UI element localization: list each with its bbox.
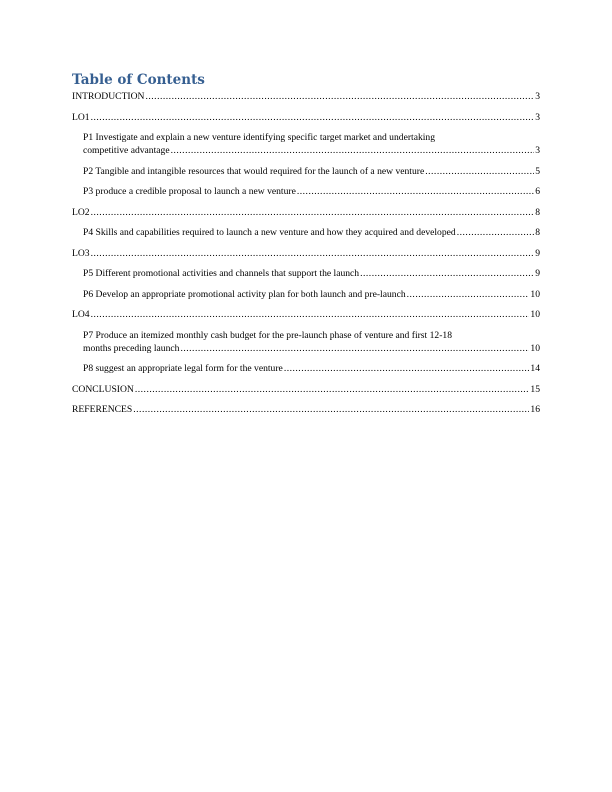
toc-entry-p3[interactable] xyxy=(72,185,540,198)
toc-page-number: 9 xyxy=(535,268,540,279)
toc-entry-text: CONCLUSION xyxy=(72,383,134,395)
dot-leader xyxy=(133,403,529,416)
dot-leader xyxy=(91,111,535,124)
toc-entry-p2[interactable] xyxy=(72,165,540,178)
dot-leader xyxy=(297,185,534,198)
toc-entry-p6[interactable] xyxy=(72,288,540,301)
toc-page-number: 10 xyxy=(530,288,540,300)
toc-page-number: 10 xyxy=(530,309,540,320)
toc-entry-text: LO1 xyxy=(72,111,90,123)
toc-entry-text: LO3 xyxy=(72,247,90,259)
toc-entry-p1[interactable] xyxy=(72,131,540,157)
toc-entry-references[interactable] xyxy=(72,403,540,416)
toc-entry-conclusion[interactable] xyxy=(72,383,540,396)
toc-entry-text: P4 Skills and capabilities required to launch a new venture and how they acquired and developed xyxy=(83,227,456,238)
toc-page-number: 15 xyxy=(530,383,540,395)
toc-page-number: 10 xyxy=(530,342,540,354)
toc-entry-lo2[interactable] xyxy=(72,206,540,219)
toc-entry-text: months preceding launch xyxy=(83,342,180,354)
dot-leader xyxy=(284,362,530,375)
dot-leader xyxy=(135,383,530,396)
toc-entry-text: P3 produce a credible proposal to launch a new venture xyxy=(83,186,296,197)
toc-entry-text-line1: P1 Investigate and explain a new venture identifying specific target market and undertaking xyxy=(83,132,436,143)
toc-entry-p5[interactable] xyxy=(72,267,540,280)
dot-leader xyxy=(457,226,534,239)
toc-title: Table of Contents xyxy=(72,72,205,88)
toc-entry-text: LO2 xyxy=(72,206,90,218)
toc-entry-text: P6 Develop an appropriate promotional activity plan for both launch and pre-launch xyxy=(83,288,406,300)
toc-entry-lo4[interactable] xyxy=(72,308,540,321)
toc-list xyxy=(72,90,540,424)
toc-page-number: 5 xyxy=(535,165,540,177)
dot-leader xyxy=(91,206,535,219)
toc-entry-p8[interactable] xyxy=(72,362,540,375)
toc-page-number: 9 xyxy=(535,247,540,259)
toc-entry-text: P2 Tangible and intangible resources that would required for the launch of a new venture xyxy=(83,165,425,177)
toc-entry-text-line1: P7 Produce an itemized monthly cash budget for the pre-launch phase of venture and first 12-18 xyxy=(83,329,452,341)
dot-leader xyxy=(171,144,535,157)
toc-entry-text: P8 suggest an appropriate legal form for the venture xyxy=(83,363,283,374)
dot-leader xyxy=(360,267,534,280)
toc-entry-text: P5 Different promotional activities and channels that support the launch xyxy=(83,268,360,279)
toc-entry-text: competitive advantage xyxy=(83,145,170,156)
toc-page-number: 3 xyxy=(535,111,540,123)
toc-page-number: 6 xyxy=(535,186,540,197)
toc-entry-text: INTRODUCTION xyxy=(72,91,145,102)
toc-entry-lo1[interactable] xyxy=(72,111,540,124)
dot-leader xyxy=(180,342,529,355)
dot-leader xyxy=(425,165,534,178)
dot-leader xyxy=(145,90,534,103)
toc-page-number: 14 xyxy=(530,363,540,374)
toc-page-number: 3 xyxy=(535,145,540,156)
toc-entry-introduction[interactable] xyxy=(72,90,540,103)
dot-leader xyxy=(91,308,530,321)
toc-page-number: 8 xyxy=(535,227,540,238)
toc-entry-lo3[interactable] xyxy=(72,247,540,260)
toc-page-number: 8 xyxy=(535,206,540,218)
toc-entry-p4[interactable] xyxy=(72,226,540,239)
dot-leader xyxy=(407,288,530,301)
dot-leader xyxy=(91,247,535,260)
toc-entry-p7[interactable] xyxy=(72,329,540,355)
toc-entry-text: REFERENCES xyxy=(72,404,133,415)
toc-entry-text: LO4 xyxy=(72,309,90,320)
toc-page-number: 3 xyxy=(535,91,540,102)
toc-page-number: 16 xyxy=(530,404,540,415)
